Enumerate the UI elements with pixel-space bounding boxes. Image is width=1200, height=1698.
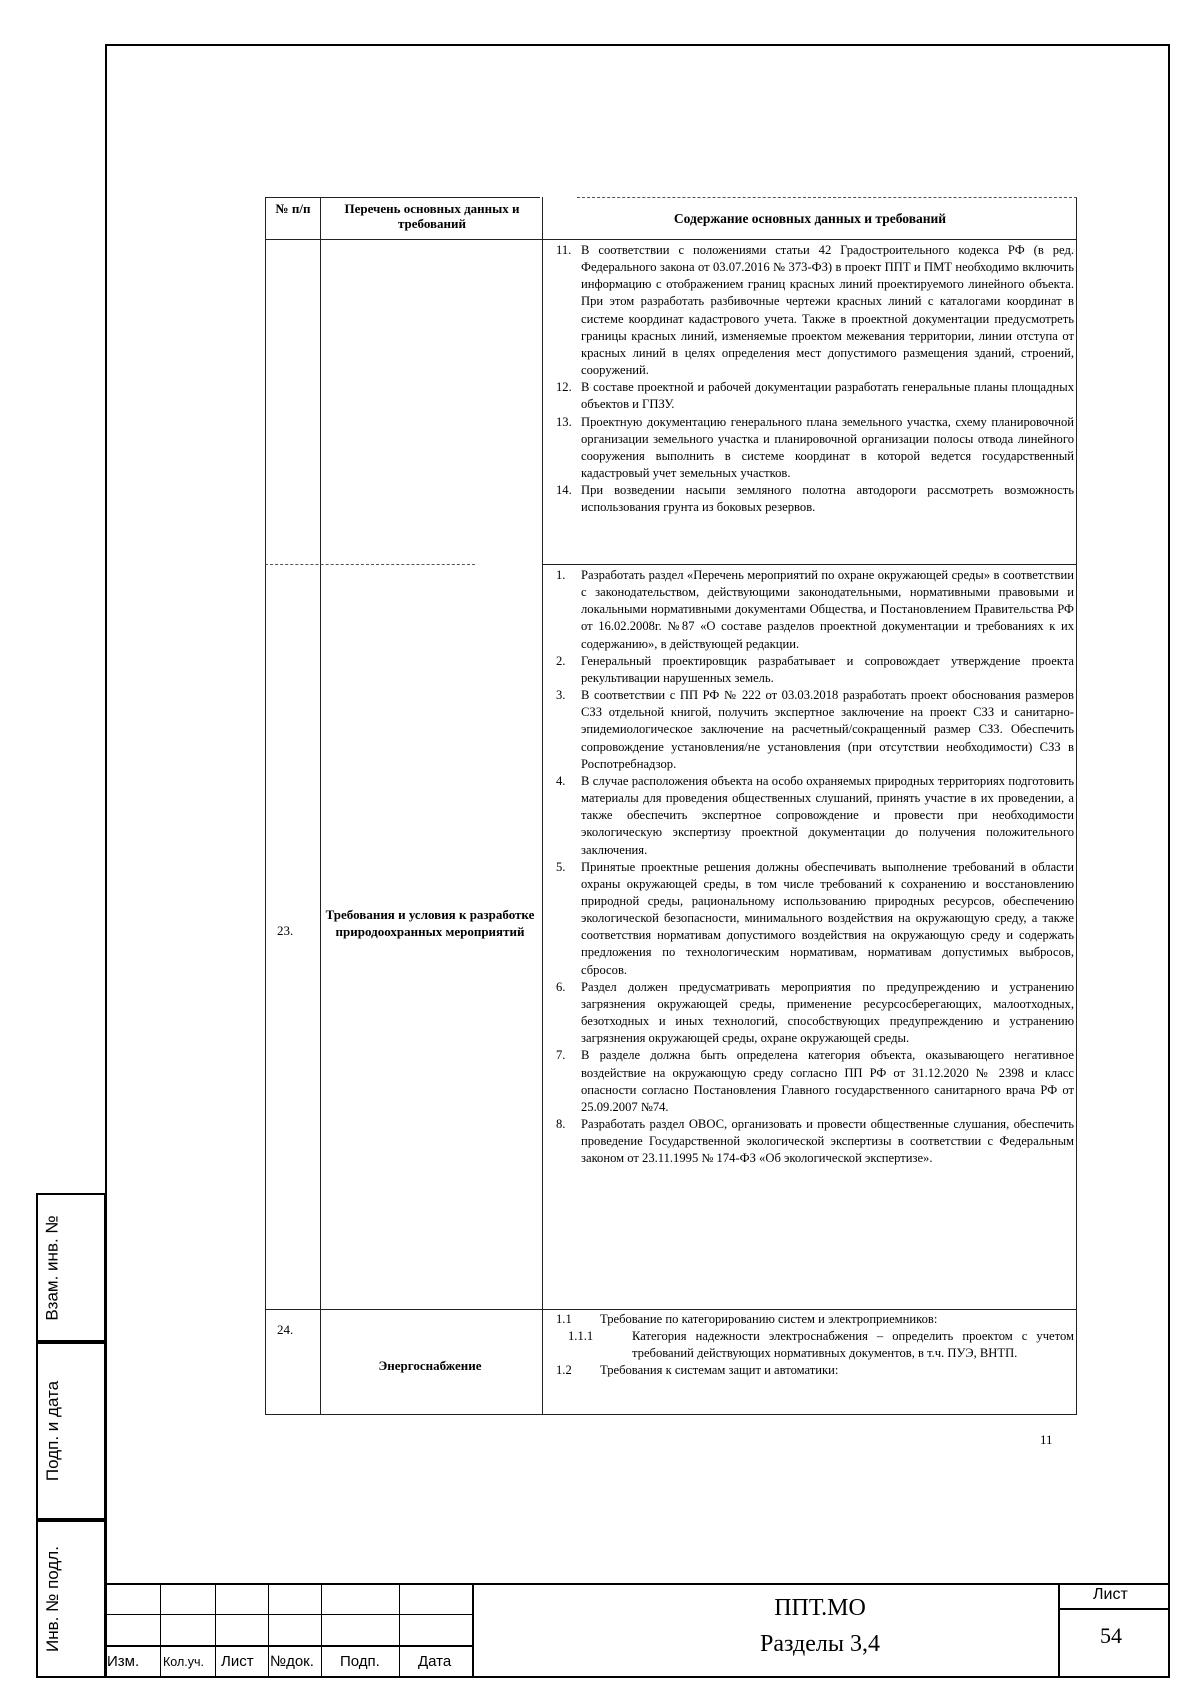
list-item: 5. Принятые проектные решения должны обеспечивать выполнение требований в области охраны окружающей среды, в том числе требований к сохранению и восстановлению природной среды, рациональному использованию природных ресурсов, обеспечению экологической безопасности, минимального воздействия на окружающую среду, а также соответствия нормативам допустимого воздействия на окружающую среду и содержать предложения по технологическим нормативам, нормативам допустимых выбросов, сбросов. [556,859,1074,977]
list-item: 1. Разработать раздел «Перечень мероприятий по охране окружающей среды» в соответствии с законодательством, действующими законодательными, нормативными правовыми и локальными нормативными документами Общества, и Постановлением Правительства РФ от 16.02.2008г. №87 «О составе разделов проектной документации и требованиях к их содержанию», в действующей редакции. [556,568,1074,651]
row-divider-23-right [542,564,1077,565]
stamp-vline-2 [215,1583,216,1678]
list-item: 3. В соответствии с ПП РФ № 222 от 03.03.2018 разработать проект обоснования размеров СЗЗ отдельной книгой, получить экспертное заключение на проект СЗЗ и санитарно-эпидемиологическое заключение на расчетный/сокращенный размер СЗЗ. Обеспечить сопровождение установления/не установления (при отсутствии необходимости) СЗЗ в Роспотребнадзор. [556,688,1074,771]
row-number-23: 23. [277,923,294,938]
stamp-label-data: Дата [418,1653,452,1670]
table-border-left [265,197,266,1415]
title-block [105,1583,1170,1678]
list-item: 1.1 Требование по категорированию систем и электроприемников: [556,1312,938,1326]
sheet-label: Лист [1093,1586,1128,1603]
stamp-vline-3 [268,1583,269,1678]
side-label-vzam: Взам. инв. № [43,1214,63,1321]
table-border-right [1076,197,1077,1415]
list-item: 7. В разделе должна быть определена категория объекта, оказывающего негативное воздействие на окружающую среду согласно ПП РФ от 31.12.2020 № 2398 и класс опасности согласно Постановления Главного государственного санитарного врача РФ от 25.09.2007 №74. [556,1048,1074,1114]
stamp-label-ndok: №док. [270,1653,314,1670]
list-item: 11. В соответствии с положениями статьи 42 Градостроительного кодекса РФ (в ред. Федерального закона от 03.07.2016 № 373-ФЗ) в проект ППТ и ПМТ необходимо включить информацию с отображением границ красных линий проектируемого линейного объекта. При этом разработать разбивочные чертежи красных линий с каталогами координат в системе координат кадастрового учета. Также в проектной документации предусмотреть границы красных линий, изменяемые проектом межевания территории, линии отступа от красных линий в целях определения мест допустимого размещения зданий, строений, сооружений. [556,243,1074,378]
list-item: 1.2 Требования к системам защит и автоматики: [556,1363,839,1378]
stamp-vline-4 [321,1583,322,1678]
row-title-24: Энергоснабжение [378,1358,482,1373]
stamp-label-podp: Подп. [340,1653,380,1670]
table-border-top-dashed [577,197,1077,198]
document-sections: Разделы 3,4 [759,1631,880,1657]
stamp-line-sheet [1058,1608,1170,1610]
stamp-label-izm: Изм. [107,1653,140,1670]
requirements-table [265,197,1080,1415]
table-divider-1 [320,197,321,1415]
sheet-number: 54 [1100,1623,1122,1648]
stamp-vline-5 [399,1583,400,1678]
list-item: 12. В составе проектной и рабочей документации разработать генеральные планы площадных объектов и ГПЗУ. [556,380,1074,412]
side-label-inv: Инв. № подл. [43,1546,62,1652]
list-item: 6. Раздел должен предусматривать мероприятия по предупреждению и устранению загрязнения окружающей среды, применение ресурсосберегающих, малоотходных, безотходных и иных технологий, способствующих предупреждению и устранению загрязнения окружающей среды, охране окружающей среды. [556,979,1074,1046]
table-border-bottom [265,1414,1077,1415]
header-divider [265,239,1077,240]
header-num: № п/п [275,201,311,216]
table-border-top [265,197,540,198]
header-content: Содержание основных данных и требований [673,211,947,226]
list-item: 8. Разработать раздел ОВОС, организовать и провести общественные слушания, обеспечить проведение Государственной экологической экспертизы в соответствии с Федеральным законом от 23.11.1995 № 174-ФЗ «Об экологической экспертизе». [556,1117,1074,1166]
list-item: 1.1.1 Категория надежности электроснабжения – определить проектом с учетом требований действующих нормативных документов, в т.ч. ПУЭ, ВНТП. [568,1329,1074,1361]
stamp-vline-1 [160,1583,161,1678]
stamp-label-koluch: Кол.уч. [163,1655,204,1669]
side-label-podp: Подп. и дата [43,1380,63,1482]
row23-items [548,567,1074,1167]
row24-items [548,1311,1074,1380]
list-item: 14. При возведении насыпи земляного полотна автодороги рассмотреть возможность использования грунта из боковых резервов. [556,483,1074,515]
stamp-vline-6 [472,1583,474,1678]
row-title-23: Требования и условия к разработке природоохранных мероприятий [325,907,535,939]
table-divider-2 [542,197,543,1415]
document-code: ППТ.МО [774,1595,866,1621]
list-item: 13. Проектную документацию генерального плана земельного участка, схему планировочной организации земельного участка и планировочной организации полосы отвода линейного сооружения выполнить в системе координат в которой ведется государственный кадастровый учет земельных участков. [556,414,1074,481]
stamp-label-list: Лист [221,1653,254,1670]
list-item: 4. В случае расположения объекта на особо охраняемых природных территориях подготовить материалы для проведения общественных слушаний, принять участие в их проведении, а также обеспечить экспертное сопровождение и провести при необходимости экологическую экспертизу проектной документации до получения положительного заключения. [556,773,1074,857]
header-title: Перечень основных данных и требований [344,201,520,231]
stamp-line-top [105,1583,1170,1585]
row-number-24: 24. [277,1322,294,1337]
row-divider-23 [265,564,475,565]
row-divider-24 [265,1309,1077,1310]
inner-page-number: 11 [1040,1432,1053,1447]
list-item: 2. Генеральный проектировщик разрабатывает и сопровождает утверждение проекта рекультивации нарушенных земель. [556,653,1074,685]
continued-items [548,242,1074,517]
